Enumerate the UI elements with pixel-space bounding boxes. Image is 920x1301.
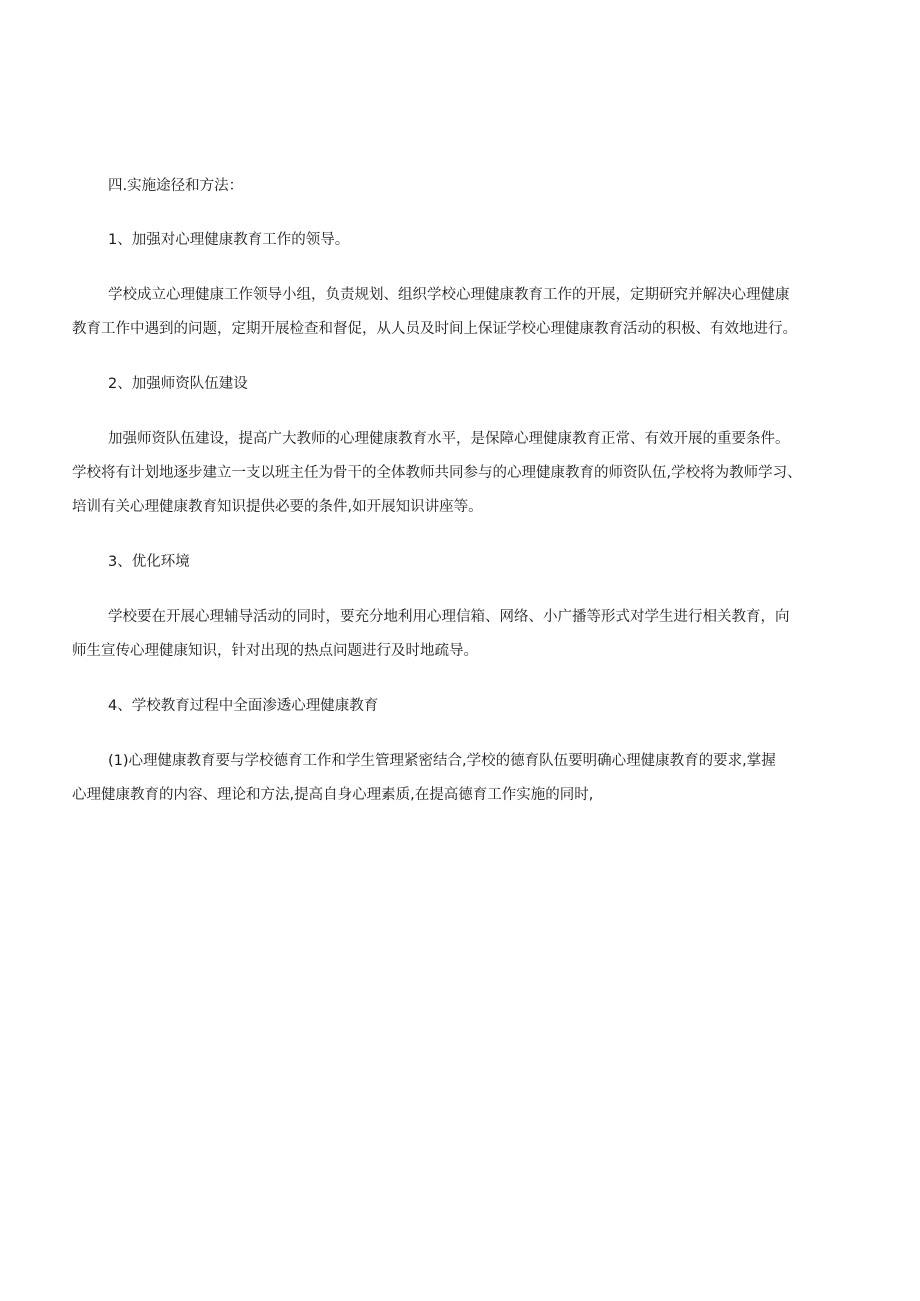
item3-line-2: 师生宣传心理健康知识，针对出现的热点问题进行及时地疏导。 xyxy=(72,643,478,659)
section-heading: 四.实施途径和方法： xyxy=(108,178,244,194)
item4-line-2: 心理健康教育的内容、理论和方法,提高自身心理素质,在提高德育工作实施的同时, xyxy=(72,787,594,803)
item3-paragraph xyxy=(72,600,852,668)
item4-line-1: (1)心理健康教育要与学校德育工作和学生管理紧密结合,学校的德育队伍要明确心理健康教育的要求,掌握 xyxy=(108,753,776,769)
item4-paragraph xyxy=(72,744,852,812)
item1-paragraph xyxy=(72,278,852,346)
item1-line-2: 教育工作中遇到的问题，定期开展检查和督促，从人员及时间上保证学校心理健康教育活动的积极、有效地进行。 xyxy=(72,321,797,337)
document-body xyxy=(72,174,852,812)
item4-heading: 4、学校教育过程中全面渗透心理健康教育 xyxy=(108,698,379,714)
item2-line-1: 加强师资队伍建设，提高广大教师的心理健康教育水平，是保障心理健康教育正常、有效开展的重要条件。 xyxy=(108,431,790,447)
item2-heading: 2、加强师资队伍建设 xyxy=(108,376,248,392)
item1-line-1: 学校成立心理健康工作领导小组，负责规划、组织学校心理健康教育工作的开展，定期研究并解决心理健康 xyxy=(108,287,790,303)
item3-heading: 3、优化环境 xyxy=(108,554,190,570)
item3-line-1: 学校要在开展心理辅导活动的同时，要充分地利用心理信箱、网络、小广播等形式对学生进行相关教育，向 xyxy=(108,609,790,625)
item2-line-2: 学校将有计划地逐步建立一支以班主任为骨干的全体教师共同参与的心理健康教育的师资队伍,学校将为教师学习、 xyxy=(72,465,802,481)
item2-line-3: 培训有关心理健康教育知识提供必要的条件,如开展知识讲座等。 xyxy=(72,499,483,515)
item1-heading: 1、加强对心理健康教育工作的领导。 xyxy=(108,232,350,248)
item2-paragraph xyxy=(72,422,852,524)
